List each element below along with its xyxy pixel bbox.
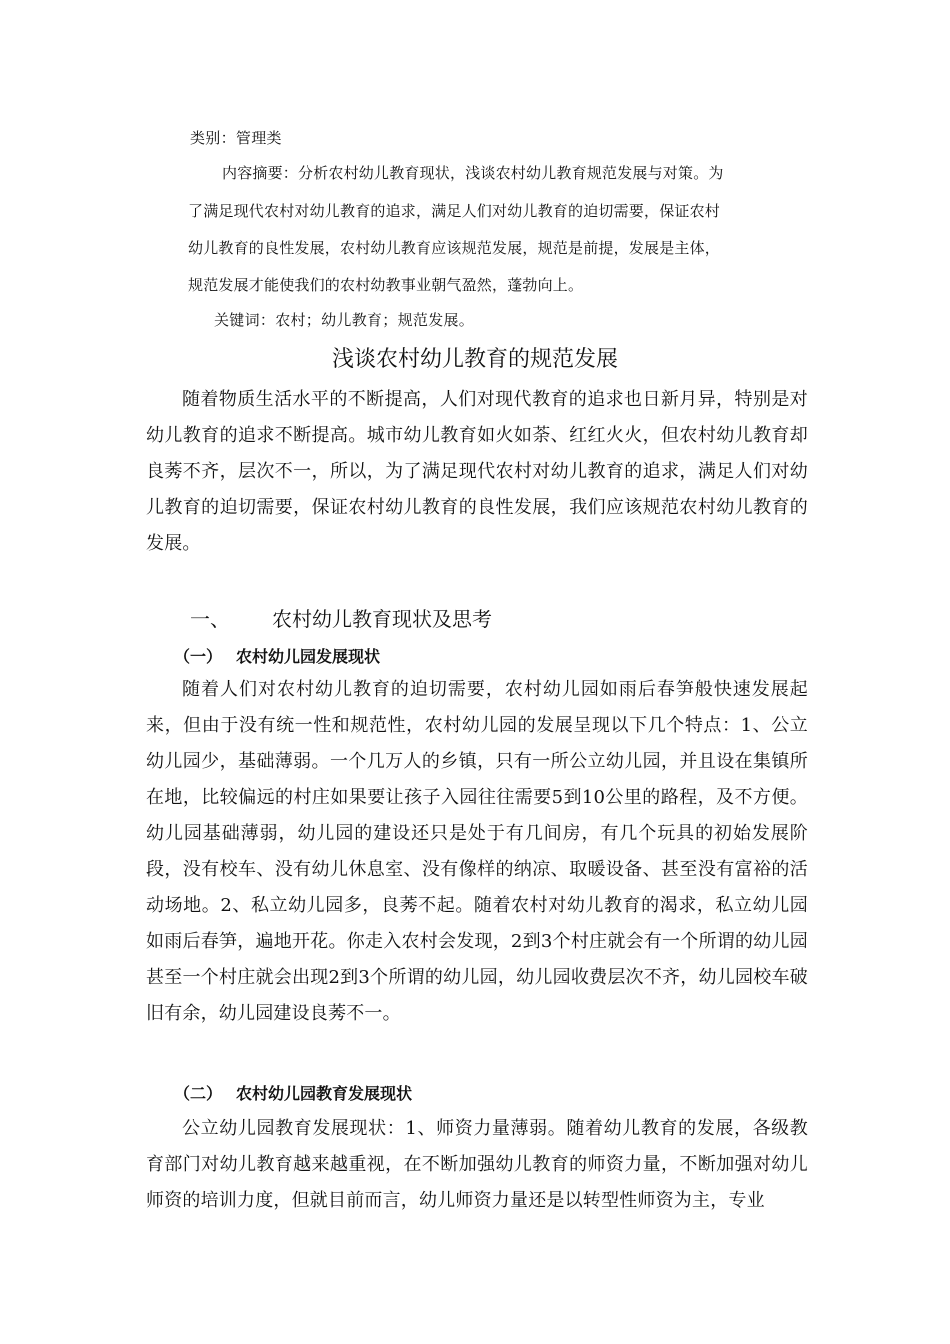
subsection-title: 农村幼儿园发展现状 — [236, 647, 381, 666]
subsection-heading-1 — [174, 644, 380, 667]
abstract-line: 了满足现代农村对幼儿教育的追求，满足人们对幼儿教育的迫切需要，保证农村 — [188, 202, 721, 220]
intro-paragraph: 随着物质生活水平的不断提高，人们对现代教育的追求也日新月异，特别是对幼儿教育的追求不断提高。城市幼儿教育如火如荼、红红火火，但农村幼儿教育却良莠不齐，层次不一，所以，为了满足现代农村对幼儿教育的追求，满足人们对幼儿教育的迫切需要，保证农村幼儿教育的良性发展，我们应该规范农村幼儿教育的发展。 — [146, 389, 808, 554]
page-title: 浅谈农村幼儿教育的规范发展 — [331, 347, 618, 372]
section-title: 农村幼儿教育现状及思考 — [272, 607, 492, 631]
category-label: 类别：管理类 — [190, 129, 282, 147]
subsection-title: 农村幼儿园教育发展现状 — [236, 1084, 413, 1103]
abstract-line: 幼儿教育的良性发展，农村幼儿教育应该规范发展，规范是前提，发展是主体， — [188, 239, 721, 257]
subsection-1-paragraph: 随着人们对农村幼儿教育的迫切需要，农村幼儿园如雨后春笋般快速发展起来，但由于没有统一性和规范性，农村幼儿园的发展呈现以下几个特点：1、公立幼儿园少，基础薄弱。一个几万人的乡镇，只有一所公立幼儿园，并且设在集镇所在地，比较偏远的村庄如果要让孩子入园往往需要5到10公里的路程，及不方便。幼儿园基础薄弱，幼儿园的建设还只是处于有几间房，有几个玩具的初始发展阶段，没有校车、没有幼儿休息室、没有像样的纳凉、取暖设备、甚至没有富裕的活动场地。2、私立幼儿园多，良莠不起。随着农村对幼儿教育的渴求，私立幼儿园如雨后春笋，遍地开花。你走入农村会发现，2到3个村庄就会有一个所谓的幼儿园甚至一个村庄就会出现2到3个所谓的幼儿园，幼儿园收费层次不齐，幼儿园校车破旧有余，幼儿园建设良莠不一。 — [146, 679, 808, 1024]
abstract-line: 内容摘要：分析农村幼儿教育现状，浅谈农村幼儿教育规范发展与对策。为 — [222, 164, 724, 182]
subsection-number: （一） — [174, 647, 223, 666]
subsection-heading-2 — [174, 1081, 412, 1104]
abstract-line: 规范发展才能使我们的农村幼教事业朝气盈然，蓬勃向上。 — [188, 276, 584, 294]
section-heading-1 — [190, 603, 492, 632]
keywords: 关键词：农村；幼儿教育；规范发展。 — [214, 311, 475, 329]
subsection-2-paragraph: 公立幼儿园教育发展现状：1、师资力量薄弱。随着幼儿教育的发展，各级教育部门对幼儿教育越来越重视，在不断加强幼儿教育的师资力量，不断加强对幼儿师资的培训力度，但就目前而言，幼儿师资力量还是以转型性师资为主，专业 — [146, 1118, 808, 1211]
subsection-number: （二） — [174, 1084, 223, 1103]
section-number: 一、 — [190, 607, 230, 631]
